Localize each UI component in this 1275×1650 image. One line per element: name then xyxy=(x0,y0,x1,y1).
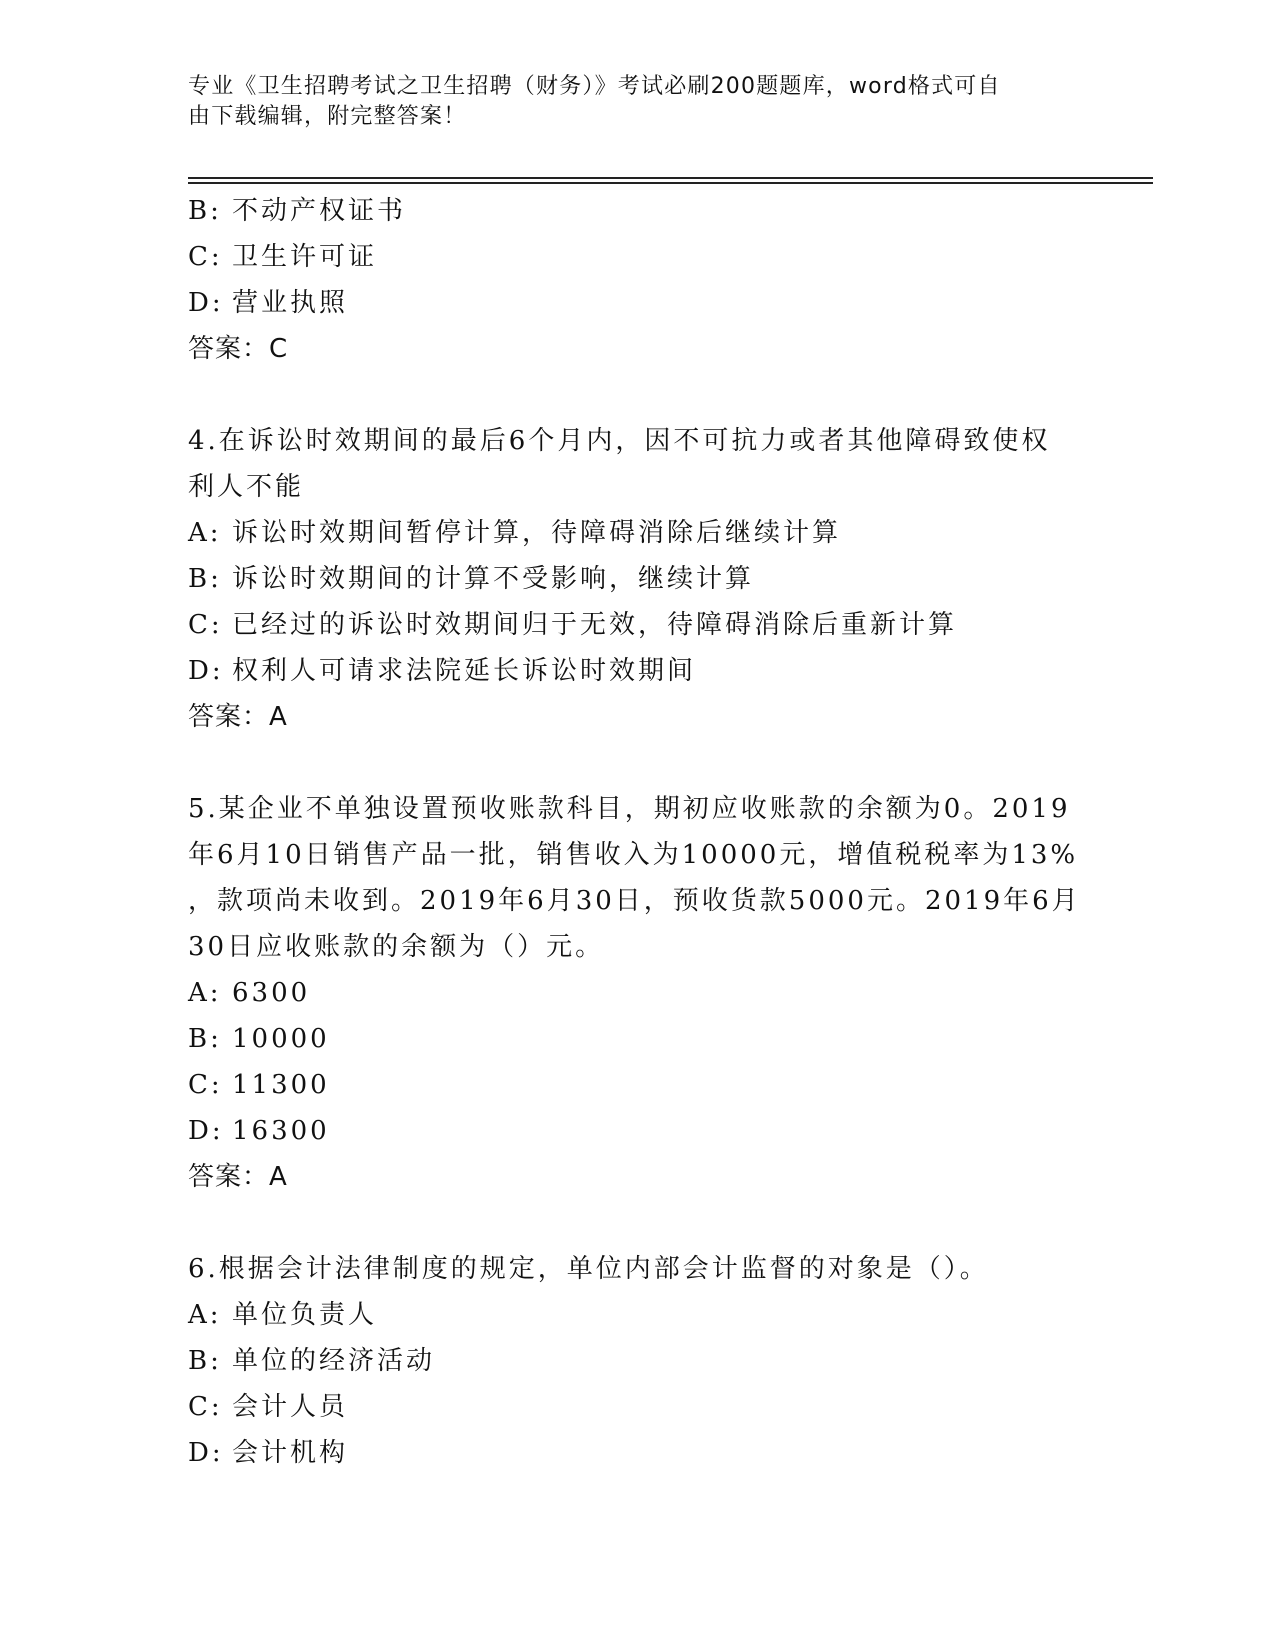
header-rule-bottom xyxy=(188,182,1153,184)
question-text-line: 年6月10日销售产品一批，销售收入为10000元，增值税税率为13% xyxy=(188,840,1079,870)
option-b: B: 不动产权证书 xyxy=(188,196,407,226)
spacer xyxy=(188,372,1088,418)
option-b: B: 10000 xyxy=(188,1024,330,1054)
question-content xyxy=(188,188,1088,1476)
option-c: C: 会计人员 xyxy=(188,1392,349,1422)
option-a: A: 6300 xyxy=(188,978,311,1008)
question-text-line: 4.在诉讼时效期间的最后6个月内，因不可抗力或者其他障碍致使权 xyxy=(188,426,1051,456)
option-b: B: 诉讼时效期间的计算不受影响，继续计算 xyxy=(188,564,755,594)
spacer xyxy=(188,740,1088,786)
document-header xyxy=(188,72,1068,132)
prev-question xyxy=(188,188,1088,372)
question-5 xyxy=(188,786,1088,1200)
spacer xyxy=(188,1200,1088,1246)
option-a: A: 诉讼时效期间暂停计算，待障碍消除后继续计算 xyxy=(188,518,842,548)
option-a: A: 单位负责人 xyxy=(188,1300,378,1330)
answer-line: 答案：A xyxy=(188,1162,288,1192)
header-rule-top xyxy=(188,177,1153,179)
answer-line: 答案：A xyxy=(188,702,288,732)
option-c: C: 卫生许可证 xyxy=(188,242,378,272)
question-4 xyxy=(188,418,1088,740)
option-c: C: 11300 xyxy=(188,1070,330,1100)
option-d: D: 会计机构 xyxy=(188,1438,349,1468)
question-text-line: 30日应收账款的余额为（）元。 xyxy=(188,932,605,962)
answer-line: 答案：C xyxy=(188,334,289,364)
question-text-line: 利人不能 xyxy=(188,472,305,502)
question-text-line: 6.根据会计法律制度的规定，单位内部会计监督的对象是（）。 xyxy=(188,1254,989,1284)
option-d: D: 16300 xyxy=(188,1116,330,1146)
option-b: B: 单位的经济活动 xyxy=(188,1346,436,1376)
question-6 xyxy=(188,1246,1088,1476)
option-d: D: 权利人可请求法院延长诉讼时效期间 xyxy=(188,656,697,686)
header-line-2: 由下载编辑，附完整答案！ xyxy=(188,104,467,129)
question-text-line: 5.某企业不单独设置预收账款科目，期初应收账款的余额为0。2019 xyxy=(188,794,1071,824)
option-c: C: 已经过的诉讼时效期间归于无效，待障碍消除后重新计算 xyxy=(188,610,958,640)
header-line-1: 专业《卫生招聘考试之卫生招聘（财务）》考试必刷200题题库，word格式可自 xyxy=(188,74,1001,99)
question-text-line: ，款项尚未收到。2019年6月30日，预收货款5000元。2019年6月 xyxy=(188,886,1081,916)
option-d: D: 营业执照 xyxy=(188,288,349,318)
